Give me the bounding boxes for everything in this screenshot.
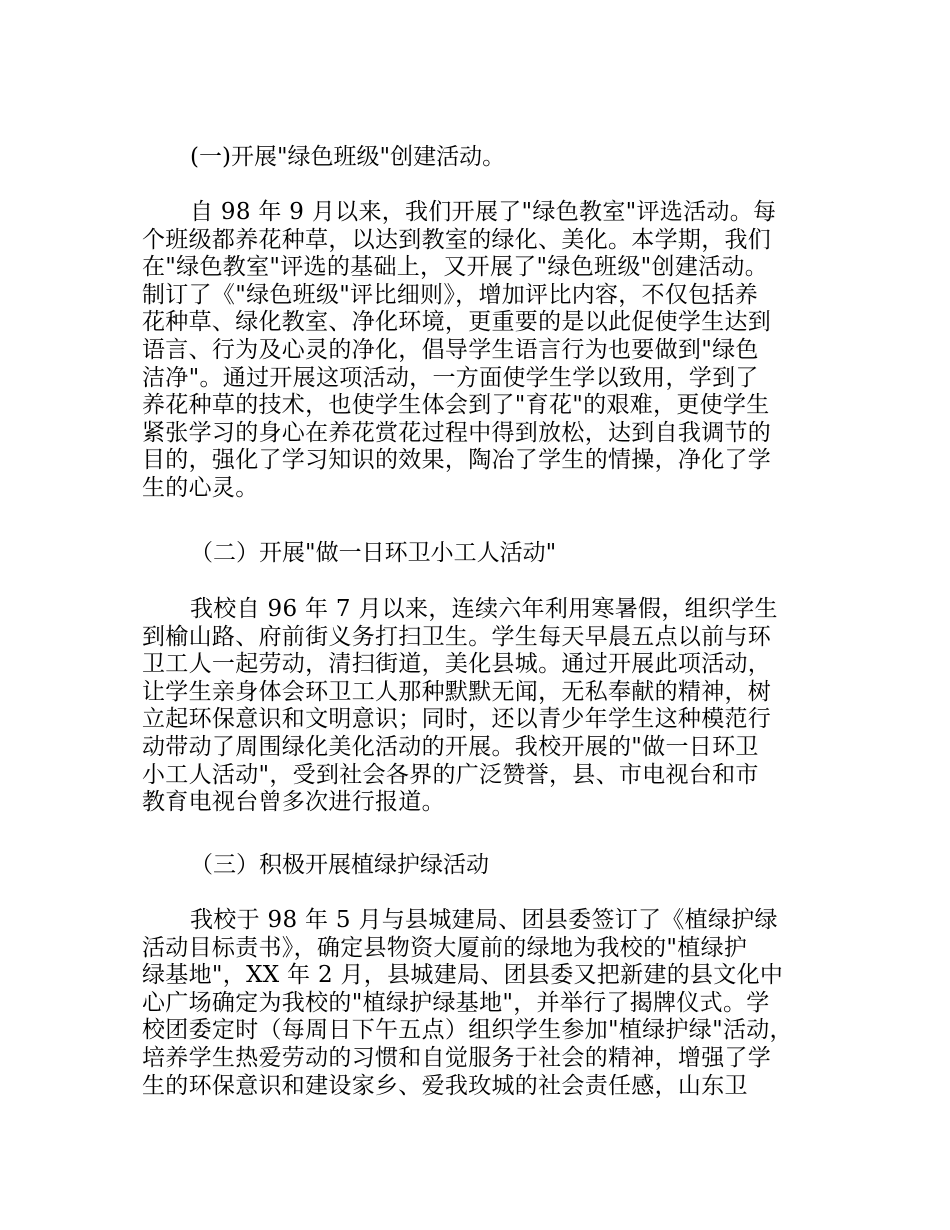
paragraph-line: 让学生亲身体会环卫工人那种默默无闻，无私奉献的精神，树 [142,678,772,705]
paragraph-line: 心广场确定为我校的"植绿护绿基地"，并举行了揭牌仪式。学 [142,989,770,1016]
section-heading-3: （三）积极开展植绿护绿活动 [190,852,489,878]
paragraph-line: 养花种草的技术，也使学生体会到了"育花"的艰难，更使学生 [142,392,770,419]
paragraph-line: 活动目标责书》，确定县物资大厦前的绿地为我校的"植绿护 [142,934,748,961]
paragraph-line: 我校于 98 年 5 月与县城建局、团县委签订了《植绿护绿 [190,907,778,933]
paragraph-line: 绿基地"，XX 年 2 月，县城建局、团县委又把新建的县文化中 [142,962,784,989]
paragraph-line: 自 98 年 9 月以来，我们开展了"绿色教室"评选活动。每 [190,199,777,225]
section-heading-1: (一)开展"绿色班级"创建活动。 [190,144,506,170]
paragraph-line: 到榆山路、府前街义务打扫卫生。学生每天早晨五点以前与环 [142,623,772,650]
section-paragraph-1 [142,199,832,503]
paragraph-line: 在"绿色教室"评选的基础上，又开展了"绿色班级"创建活动。 [142,254,769,281]
paragraph-line: 洁净"。通过开展这项活动，一方面使学生学以致用，学到了 [142,364,759,391]
paragraph-line: 小工人活动"，受到社会各界的广泛赞誉，县、市电视台和市 [142,761,759,788]
paragraph-line: 我校自 96 年 7 月以来，连续六年利用寒暑假，组织学生 [190,596,778,622]
paragraph-line: 紧张学习的身心在养花赏花过程中得到放松，达到自我调节的 [142,419,772,446]
paragraph-line: 个班级都养花种草，以达到教室的绿化、美化。本学期，我们 [142,226,772,253]
paragraph-line: 校团委定时（每周日下午五点）组织学生参加"植绿护绿"活动， [142,1017,793,1044]
paragraph-line: 卫工人一起劳动，清扫街道，美化县城。通过开展此项活动， [142,651,772,678]
paragraph-line: 目的，强化了学习知识的效果，陶冶了学生的情操，净化了学 [142,447,772,474]
paragraph-line: 花种草、绿化教室、净化环境，更重要的是以此促使学生达到 [142,309,772,336]
paragraph-line: 教育电视台曾多次进行报道。 [142,789,445,816]
paragraph-line: 立起环保意识和文明意识；同时，还以青少年学生这种模范行 [142,706,772,733]
section-heading-2: （二）开展"做一日环卫小工人活动" [190,540,557,566]
paragraph-line: 生的心灵。 [142,474,259,501]
paragraph-line: 制订了《"绿色班级"评比细则》，增加评比内容，不仅包括养 [142,281,759,308]
paragraph-line: 生的环保意识和建设家乡、爱我玫城的社会责任感，山东卫 [142,1072,748,1099]
paragraph-line: 语言、行为及心灵的净化，倡导学生语言行为也要做到"绿色 [142,336,759,363]
section-paragraph-2 [142,596,832,817]
paragraph-line: 动带动了周围绿化美化活动的开展。我校开展的"做一日环卫 [142,733,759,760]
section-paragraph-3 [142,907,832,1100]
paragraph-line: 培养学生热爱劳动的习惯和自觉服务于社会的精神，增强了学 [142,1044,772,1071]
